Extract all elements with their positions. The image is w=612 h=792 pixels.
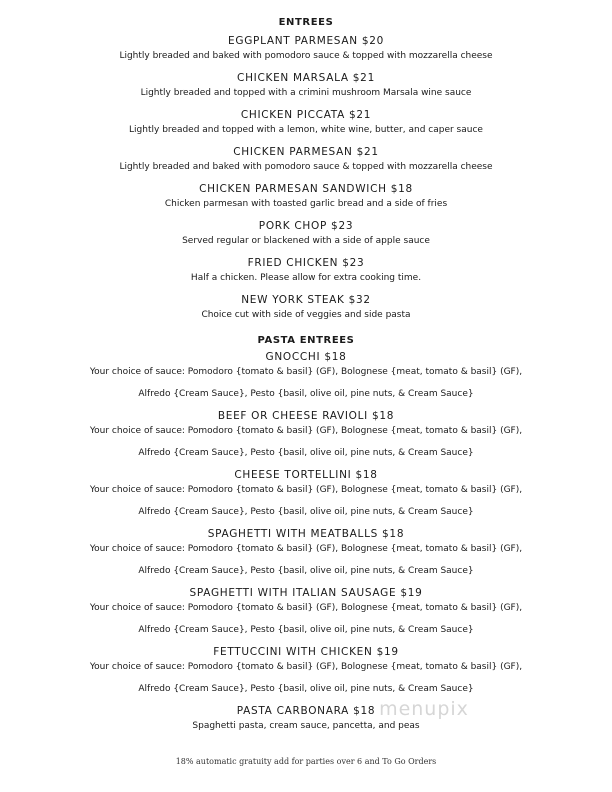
pasta-item-desc: Alfredo {Cream Sauce}, Pesto {basil, olive oil, pine nuts, & Cream Sauce} [138, 448, 474, 458]
entree-item-name: CHICKEN PARMESAN $21 [233, 146, 379, 158]
entree-item-name: CHICKEN MARSALA $21 [237, 72, 375, 84]
entree-item-desc: Choice cut with side of veggies and side pasta [201, 310, 411, 320]
pasta-item-desc: Your choice of sauce: Pomodoro {tomato & basil} (GF), Bolognese {meat, tomato & basil} (GF), [89, 662, 523, 672]
entree-item-name: EGGPLANT PARMESAN $20 [228, 35, 384, 47]
entree-item-name: CHICKEN PARMESAN SANDWICH $18 [199, 183, 413, 195]
gratuity-note: 18% automatic gratuity add for parties over 6 and To Go Orders [175, 757, 437, 766]
entree-item-desc: Served regular or blackened with a side of apple sauce [182, 236, 430, 246]
pasta-item-desc: Alfredo {Cream Sauce}, Pesto {basil, olive oil, pine nuts, & Cream Sauce} [138, 684, 474, 694]
pasta-entrees-heading: PASTA ENTREES [257, 335, 355, 346]
pasta-item-desc: Your choice of sauce: Pomodoro {tomato & basil} (GF), Bolognese {meat, tomato & basil} (GF), [89, 426, 523, 436]
pasta-item-desc: Alfredo {Cream Sauce}, Pesto {basil, olive oil, pine nuts, & Cream Sauce} [138, 507, 474, 517]
pasta-item-name: PASTA CARBONARA $18 [236, 705, 376, 717]
entree-item-desc: Lightly breaded and baked with pomodoro sauce & topped with mozzarella cheese [119, 51, 493, 61]
pasta-item-desc: Your choice of sauce: Pomodoro {tomato & basil} (GF), Bolognese {meat, tomato & basil} (GF), [89, 544, 523, 554]
pasta-item-name: GNOCCHI $18 [265, 351, 347, 363]
entrees-heading: ENTREES [278, 17, 334, 28]
pasta-item-desc: Your choice of sauce: Pomodoro {tomato & basil} (GF), Bolognese {meat, tomato & basil} (GF), [89, 367, 523, 377]
entree-item-desc: Lightly breaded and baked with pomodoro sauce & topped with mozzarella cheese [119, 162, 493, 172]
pasta-item-name: SPAGHETTI WITH ITALIAN SAUSAGE $19 [189, 587, 423, 599]
pasta-item-desc: Alfredo {Cream Sauce}, Pesto {basil, olive oil, pine nuts, & Cream Sauce} [138, 625, 474, 635]
pasta-item-desc: Your choice of sauce: Pomodoro {tomato & basil} (GF), Bolognese {meat, tomato & basil} (GF), [89, 485, 523, 495]
entree-item-desc: Half a chicken. Please allow for extra cooking time. [190, 273, 422, 283]
entree-item-name: CHICKEN PICCATA $21 [240, 109, 372, 121]
pasta-item-desc: Your choice of sauce: Pomodoro {tomato & basil} (GF), Bolognese {meat, tomato & basil} (GF), [89, 603, 523, 613]
entree-item-name: FRIED CHICKEN $23 [247, 257, 365, 269]
pasta-item-desc: Alfredo {Cream Sauce}, Pesto {basil, olive oil, pine nuts, & Cream Sauce} [138, 566, 474, 576]
pasta-item-name: SPAGHETTI WITH MEATBALLS $18 [207, 528, 405, 540]
pasta-item-name: BEEF OR CHEESE RAVIOLI $18 [217, 410, 395, 422]
entree-item-desc: Lightly breaded and topped with a lemon, white wine, butter, and caper sauce [129, 125, 483, 135]
entree-item-name: NEW YORK STEAK $32 [241, 294, 371, 306]
pasta-item-desc: Alfredo {Cream Sauce}, Pesto {basil, olive oil, pine nuts, & Cream Sauce} [138, 389, 474, 399]
entree-item-desc: Chicken parmesan with toasted garlic bread and a side of fries [164, 199, 448, 209]
entree-item-desc: Lightly breaded and topped with a crimini mushroom Marsala wine sauce [140, 88, 472, 98]
pasta-item-name: FETTUCCINI WITH CHICKEN $19 [213, 646, 399, 658]
pasta-item-desc: Spaghetti pasta, cream sauce, pancetta, and peas [192, 721, 420, 731]
entree-item-name: PORK CHOP $23 [258, 220, 354, 232]
menupix-watermark: menupix [379, 698, 469, 720]
pasta-item-name: CHEESE TORTELLINI $18 [234, 469, 378, 481]
